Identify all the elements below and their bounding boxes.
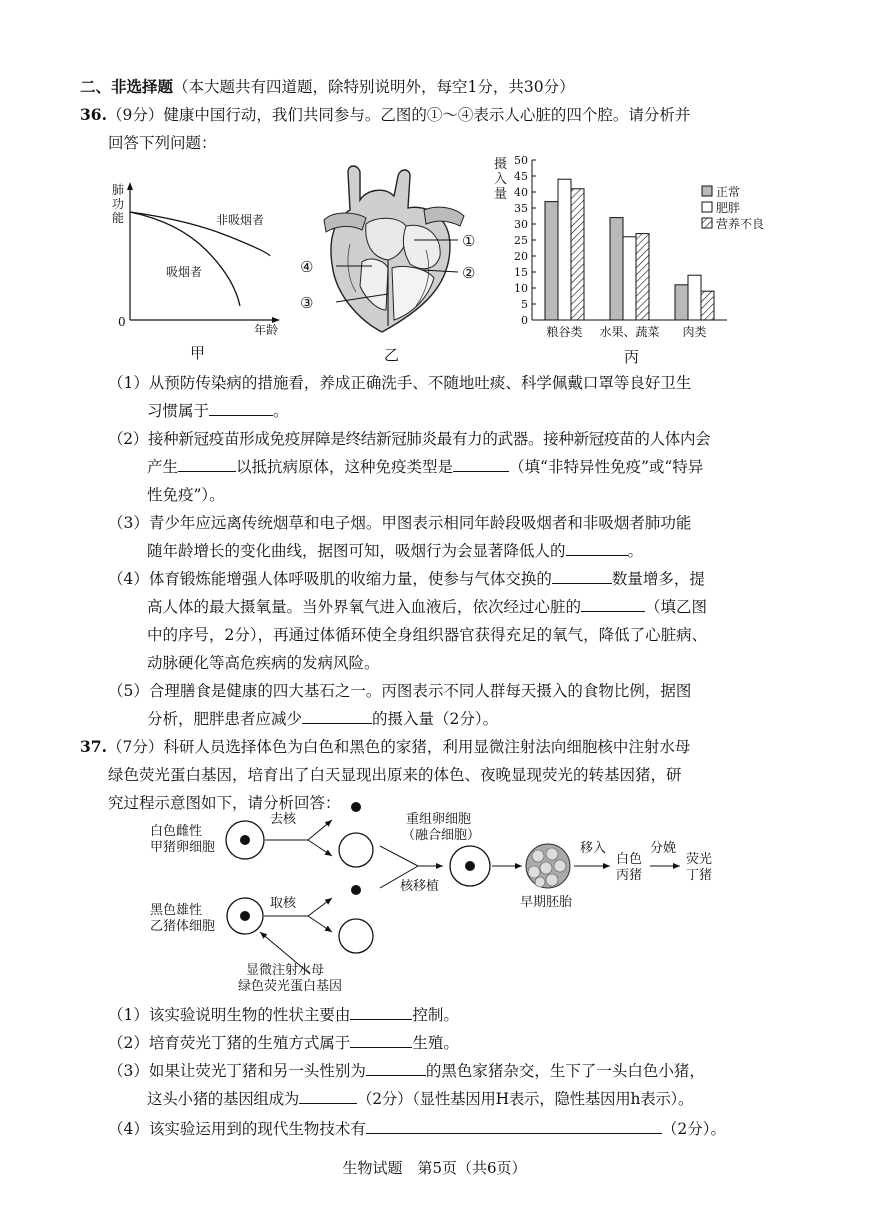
q36-p4a: （4）体育锻炼能增强人体呼吸肌的收缩力量，使参与气体交换的 数量增多，提 xyxy=(108,570,705,588)
chart-category-label: 水果、蔬菜 xyxy=(599,325,660,339)
q36-p2c: 性免疫”）。 xyxy=(147,486,225,504)
chart-legend-label: 肥胖 xyxy=(716,201,741,215)
q37-p3b: 这头小猪的基因组成为 （2分）（显性基因用H表示，隐性基因用h表示）。 xyxy=(147,1090,694,1108)
chart-ylabel-char: 摄 xyxy=(494,157,508,172)
answer-blank-36-1[interactable] xyxy=(209,401,273,416)
recomb-label-2: （融合细胞） xyxy=(402,828,481,843)
q36-p5a: （5）合理膳食是健康的四大基石之一。丙图表示不同人群每天摄入的食物比例，据图 xyxy=(108,682,692,700)
answer-blank-37-3a[interactable] xyxy=(366,1061,426,1076)
chart-y-tick-label: 50 xyxy=(514,154,528,167)
removed-nucleus-icon xyxy=(351,802,361,812)
answer-blank-36-3[interactable] xyxy=(566,541,628,556)
yi-label-2: ② xyxy=(462,264,476,282)
jia-ylabel-1: 肺 xyxy=(112,183,125,197)
answer-blank-36-2b[interactable] xyxy=(453,457,509,472)
chart-bar xyxy=(571,189,584,320)
chart-legend-swatch xyxy=(702,186,712,196)
egg-arrow-down xyxy=(308,840,332,856)
chart-y-tick-label: 20 xyxy=(514,250,528,263)
chart-legend-label: 营养不良 xyxy=(716,217,765,231)
move-in-label: 移入 xyxy=(580,841,607,856)
egg-nucleus-icon xyxy=(240,835,250,845)
embryo-icon xyxy=(526,844,570,888)
q37-heading xyxy=(80,736,690,758)
jia-ylabel-2: 功 xyxy=(112,197,125,211)
egg-label-2: 甲猪卵细胞 xyxy=(150,840,216,855)
transplant-label: 核移植 xyxy=(400,879,440,894)
answer-blank-37-2[interactable] xyxy=(350,1033,412,1048)
chart-legend-swatch xyxy=(702,202,712,212)
cytoplasm-icon xyxy=(339,919,373,953)
q36-p5b: 分析，肥胖患者应减少 的摄入量（2分）。 xyxy=(147,710,499,728)
jia-y-arrow xyxy=(127,182,133,190)
q36-p4d: 动脉硬化等高危疾病的发病风险。 xyxy=(147,654,380,672)
birth-label: 分娩 xyxy=(650,841,677,856)
section-heading xyxy=(80,76,575,98)
chart-bar xyxy=(610,218,623,320)
chart-ylabel-char: 量 xyxy=(494,187,508,202)
q36-p2b: 产生 以抵抗病原体，这种免疫类型是 （填“非特异性免疫”或“特异 xyxy=(147,458,704,476)
q36-heading xyxy=(80,104,690,126)
q36-p2a: （2）接种新冠疫苗形成免疫屏障是终结新冠肺炎最有力的武器。接种新冠疫苗的人体内会 xyxy=(108,430,711,448)
body-label-1: 黑色雄性 xyxy=(150,903,203,918)
body-nucleus-icon xyxy=(240,911,250,921)
q37-heading-2: 绿色荧光蛋白基因，培育出了白天显现出原来的体色、夜晚显现荧光的转基因猪，研 xyxy=(108,766,682,784)
chart-y-tick-label: 15 xyxy=(514,266,528,279)
glow-pig-label-1: 荧光 xyxy=(686,852,713,867)
q36-p1b: 习惯属于 。 xyxy=(147,402,289,420)
chart-legend xyxy=(702,184,764,231)
chart-y-tick-label: 0 xyxy=(521,314,528,327)
answer-blank-37-1[interactable] xyxy=(350,1005,412,1020)
chart-y-tick-label: 10 xyxy=(514,282,528,295)
jia-ylabel-3: 能 xyxy=(112,211,125,225)
extracted-nucleus-icon xyxy=(351,885,361,895)
chart-bars xyxy=(545,179,714,320)
jia-label-nonsmoker: 非吸烟者 xyxy=(216,213,265,227)
body-label-2: 乙猪体细胞 xyxy=(150,919,216,934)
answer-blank-37-4[interactable] xyxy=(366,1119,662,1134)
chart-bar xyxy=(636,234,649,320)
q36-p1a: （1）从预防传染病的措施看，养成正确洗手、不随地吐痰、科学佩戴口罩等良好卫生 xyxy=(108,374,692,392)
inject-label-1: 显微注射水母 xyxy=(246,963,325,978)
q37-p1: （1）该实验说明生物的性状主要由 控制。 xyxy=(108,1006,459,1024)
q37-number: 37. xyxy=(80,737,107,756)
q36-p4b: 高人体的最大摄氧量。当外界氧气进入血液后，依次经过心脏的 （填乙图 xyxy=(147,598,708,616)
egg-arrow-up xyxy=(308,820,332,840)
chart-ylabel xyxy=(494,156,507,202)
chart-y-tick-label: 35 xyxy=(514,202,528,215)
jia-xlabel: 年龄 xyxy=(254,323,279,337)
merge-line-1 xyxy=(380,846,418,866)
q36-p3a: （3）青少年应远离传统烟草和电子烟。甲图表示相同年龄段吸烟者和非吸烟者肺功能 xyxy=(108,514,692,532)
jia-caption: 甲 xyxy=(190,344,206,362)
chart-category-label: 肉类 xyxy=(682,325,707,339)
chart-y-tick-label: 5 xyxy=(521,298,528,311)
q37-p3a: （3）如果让荧光丁猪和另一头性别为 的黑色家猪杂交，生下了一头白色小猪， xyxy=(108,1062,705,1080)
chart-bar xyxy=(623,237,636,320)
yi-label-3: ③ xyxy=(300,294,314,312)
chart-y-tick-label: 25 xyxy=(514,234,528,247)
chart-y-tick-label: 45 xyxy=(514,170,528,183)
q37-p2: （2）培育荧光丁猪的生殖方式属于 生殖。 xyxy=(108,1034,459,1052)
egg-label-1: 白色雌性 xyxy=(150,824,203,839)
body-arrow-up xyxy=(308,898,332,916)
section-note: （本大题共有四道题，除特别说明外，每空1分，共30分） xyxy=(173,78,575,96)
q37-process-diagram xyxy=(140,790,740,1002)
chart-bar xyxy=(701,291,714,320)
bing-caption: 丙 xyxy=(624,348,640,366)
chart-category-labels xyxy=(546,324,706,339)
answer-blank-36-5[interactable] xyxy=(302,709,372,724)
yi-caption: 乙 xyxy=(384,346,400,364)
recombined-nucleus-icon xyxy=(465,861,475,871)
chart-y-tick-label: 40 xyxy=(514,186,528,199)
inject-label-2: 绿色荧光蛋白基因 xyxy=(238,979,343,994)
recomb-label-1: 重组卵细胞 xyxy=(406,812,472,827)
heart-icon xyxy=(324,166,464,332)
q36-number: 36. xyxy=(80,105,107,124)
answer-blank-37-3b[interactable] xyxy=(299,1089,357,1104)
embryo-label: 早期胚胎 xyxy=(520,895,573,910)
page-footer: 生物试题 第5页（共6页） xyxy=(342,1159,527,1177)
answer-blank-36-4a[interactable] xyxy=(552,569,612,584)
chart-ylabel-char: 入 xyxy=(494,172,508,187)
qu-he-label: 去核 xyxy=(270,812,297,827)
chart-y-ticks xyxy=(514,154,536,327)
chart-legend-label: 正常 xyxy=(716,185,741,199)
jia-label-smoker: 吸烟者 xyxy=(166,265,203,279)
q37-head: （7分）科研人员选择体色为白色和黑色的家猪，利用显微注射法向细胞核中注射水母 xyxy=(106,738,691,756)
white-pig-label-1: 白色 xyxy=(616,852,643,867)
figure-jia xyxy=(108,178,298,363)
answer-blank-36-4b[interactable] xyxy=(581,597,645,612)
q37-p4: （4）该实验运用到的现代生物技术有 （2分）。 xyxy=(108,1120,726,1138)
q36-heading-2: 回答下列问题： xyxy=(108,134,217,152)
yi-label-1: ① xyxy=(462,232,476,250)
figure-bing-chart xyxy=(490,152,780,367)
chart-bar xyxy=(688,275,701,320)
body-arrow-down xyxy=(308,916,332,932)
q36-p4c: 中的序号，2分），再通过体循环使全身组织器官获得充足的氧气，降低了心脏病、 xyxy=(147,626,708,644)
white-pig-label-2: 丙猪 xyxy=(616,868,643,883)
section-title: 二、非选择题 xyxy=(80,77,174,96)
glow-pig-label-2: 丁猪 xyxy=(686,868,713,883)
chart-legend-swatch xyxy=(702,218,712,228)
q37-heading-3: 究过程示意图如下，请分析回答： xyxy=(108,794,341,812)
chart-bar xyxy=(558,179,571,320)
enucleated-egg-icon xyxy=(339,833,373,867)
chart-y-tick-label: 30 xyxy=(514,218,528,231)
chart-bar xyxy=(545,202,558,320)
jia-origin: 0 xyxy=(118,315,126,329)
q36-p3b: 随年龄增长的变化曲线，据图可知，吸烟行为会显著降低人的 。 xyxy=(147,542,644,560)
answer-blank-36-2a[interactable] xyxy=(178,457,236,472)
chart-bar xyxy=(675,285,688,320)
yi-label-4: ④ xyxy=(300,258,314,276)
q36-head: （9分）健康中国行动，我们共同参与。乙图的①～④表示人心脏的四个腔。请分析并 xyxy=(106,106,691,124)
qu-he-2-label: 取核 xyxy=(270,896,297,911)
figure-yi xyxy=(296,160,496,366)
chart-category-label: 粮谷类 xyxy=(546,325,583,339)
